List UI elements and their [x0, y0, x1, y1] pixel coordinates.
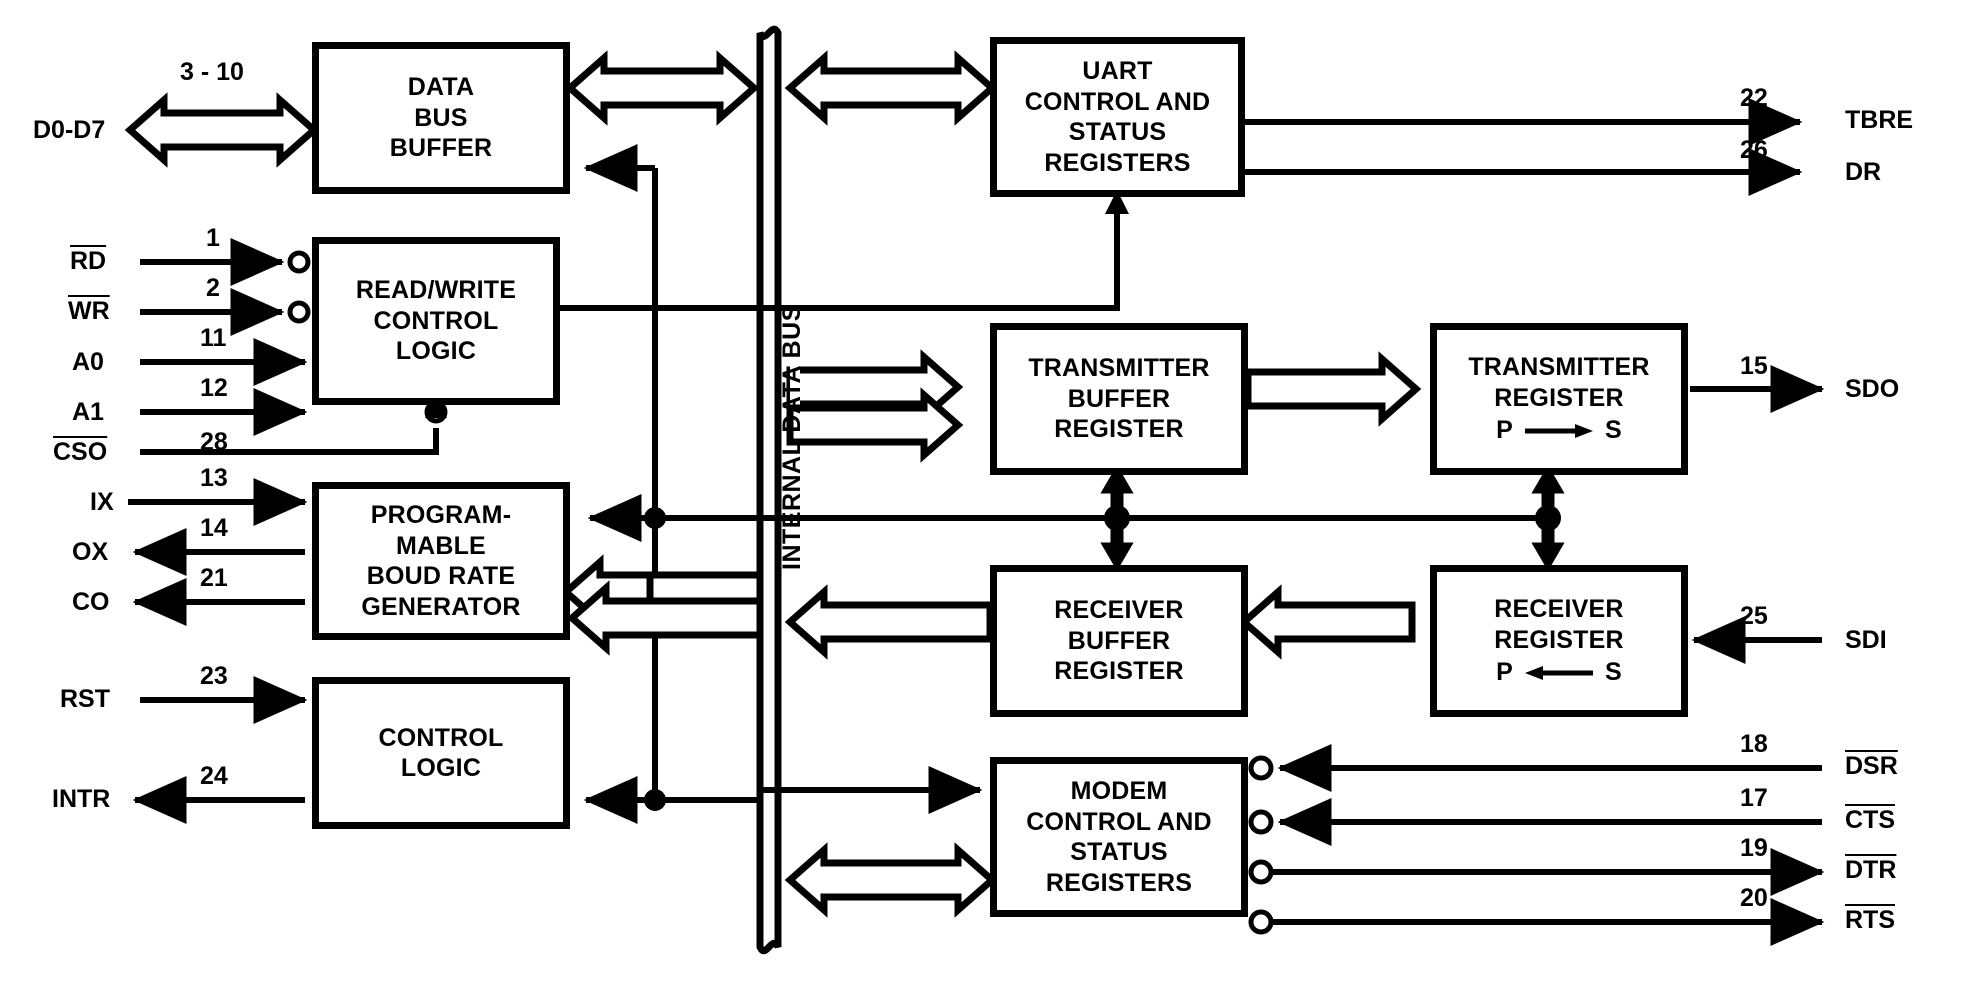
block-line: LOGIC: [395, 337, 477, 366]
pin-label-cts: $\overline{CTS}$: [1845, 806, 1895, 834]
block-line: MABLE: [396, 531, 486, 560]
block-line: DATA: [407, 73, 475, 102]
serial-to-parallel-indicator: [1496, 657, 1622, 688]
block-line: BUS: [414, 103, 468, 132]
ps-label-p: P: [1496, 416, 1513, 445]
ps-label-s: S: [1605, 658, 1622, 687]
pin-label-co: CO: [72, 588, 110, 616]
wire-cso-input: [140, 398, 447, 452]
block-line: CONTROL AND: [1026, 807, 1212, 836]
pin-number-co: 21: [200, 564, 228, 592]
pin-number-ox: 14: [200, 514, 228, 542]
pin-number-d0-d7: 3 - 10: [180, 58, 244, 86]
pin-label-rd: $\overline{RD}$: [70, 247, 107, 275]
block-uart-control-and-status-registers: [990, 37, 1245, 197]
block-line: REGISTER: [1494, 383, 1624, 412]
wire-internalbus-to-uartregs: [790, 58, 992, 118]
wire-rts-output: [1251, 912, 1822, 932]
block-line: BOUD RATE: [366, 562, 516, 590]
pin-number-rst: 23: [200, 662, 228, 690]
pin-label-ix: IX: [90, 488, 114, 516]
arrow-left-icon: [1523, 665, 1595, 681]
block-receiver-register: [1430, 565, 1688, 717]
pin-label-a0: A0: [72, 348, 104, 376]
pin-label-wr: $\overline{WR}$: [68, 297, 110, 325]
pin-number-rd: 1: [206, 224, 220, 252]
block-line: GENERATOR: [361, 592, 521, 621]
internal-data-bus-label: INTERNAL DATA BUS: [778, 304, 806, 570]
block-receiver-buffer-register: [990, 565, 1248, 717]
block-line: READ/WRITE: [355, 276, 517, 305]
arrow-right-icon: [1523, 423, 1595, 439]
pin-number-intr: 24: [200, 762, 228, 790]
wire-rd-input: [140, 253, 308, 271]
pin-number-sdo: 15: [1740, 352, 1768, 380]
pin-label-rts: $\overline{RTS}$: [1845, 906, 1895, 934]
pin-number-dtr: 19: [1740, 834, 1768, 862]
block-line: UART: [1082, 57, 1153, 85]
block-control-logic: [312, 677, 570, 829]
block-line: REGISTERS: [1045, 868, 1193, 897]
block-programmable-boud-rate-generator: [312, 482, 570, 640]
pin-number-a0: 11: [200, 324, 227, 352]
pin-number-wr: 2: [206, 274, 220, 302]
block-line: LOGIC: [400, 754, 482, 782]
wire-databusbuffer-to-internalbus: [570, 58, 754, 118]
block-line: CONTROL: [378, 723, 504, 752]
pin-number-cts: 17: [1740, 784, 1768, 812]
wire-txbuffer-to-txregister: [1248, 359, 1416, 419]
block-line: BUFFER: [1067, 384, 1171, 413]
block-line: REGISTER: [1494, 625, 1624, 654]
wire-bus-to-baudrate-line: [590, 505, 1561, 531]
pin-label-ox: OX: [72, 538, 109, 566]
block-line: MODEM: [1070, 777, 1168, 805]
ps-label-p: P: [1496, 658, 1513, 687]
pin-number-sdi: 25: [1740, 602, 1768, 630]
block-line: TRANSMITTER: [1468, 353, 1650, 382]
pin-label-sdi: SDI: [1845, 626, 1887, 654]
block-line: PROGRAM-: [370, 501, 512, 529]
block-line: TRANSMITTER: [1028, 354, 1210, 383]
block-line: BUFFER: [1067, 626, 1171, 655]
wire-rwlogic-to-uartregs: [560, 190, 1129, 308]
wire-rxregister-to-rxbuffer: [1244, 592, 1412, 652]
pin-label-d0-d7: D0-D7: [33, 116, 106, 144]
pin-number-ix: 13: [200, 464, 228, 492]
ps-label-s: S: [1605, 416, 1622, 445]
pin-number-dr: 26: [1740, 136, 1768, 164]
wire-feedback-to-databusbuffer: [586, 168, 666, 811]
wire-internalbus-modemregs-bidirectional: [790, 850, 992, 910]
pin-number-cso: 28: [200, 428, 228, 456]
wire-cts-input: [1251, 812, 1822, 832]
block-read-write-control-logic: [312, 237, 560, 405]
pin-label-dr: DR: [1845, 158, 1882, 186]
block-line: RECEIVER: [1054, 596, 1184, 625]
block-transmitter-register: [1430, 323, 1688, 475]
pin-label-dsr: $\overline{DSR}$: [1845, 752, 1898, 780]
block-line: CONTROL AND: [1024, 87, 1211, 116]
wire-rxbuffer-to-internalbus: [790, 592, 990, 652]
pin-label-sdo: SDO: [1845, 375, 1900, 403]
block-modem-control-and-status-registers: [990, 757, 1248, 917]
wire-d0d7-to-databusbuffer: [130, 100, 314, 160]
block-line: RECEIVER: [1494, 595, 1624, 624]
block-line: CONTROL: [373, 306, 499, 335]
block-line: BUFFER: [389, 134, 493, 163]
pin-number-rts: 20: [1740, 884, 1768, 912]
wire-dsr-input: [1251, 758, 1822, 778]
parallel-to-serial-indicator: [1496, 415, 1622, 446]
block-line: REGISTER: [1054, 657, 1184, 686]
pin-label-a1: A1: [72, 398, 104, 426]
pin-label-dtr: $\overline{DTR}$: [1845, 856, 1897, 884]
pin-label-cso: $\overline{CSO}$: [53, 438, 108, 466]
pin-number-a1: 12: [200, 374, 228, 402]
pin-number-tbre: 22: [1740, 84, 1768, 112]
block-data-bus-buffer: [312, 42, 570, 194]
pin-label-rst: RST: [60, 685, 110, 713]
wire-dtr-output: [1251, 862, 1822, 882]
block-line: REGISTERS: [1044, 148, 1191, 177]
block-line: STATUS: [1070, 838, 1168, 866]
wire-wr-input: [140, 303, 308, 321]
pin-label-intr: INTR: [52, 785, 111, 813]
internal-data-bus: [760, 29, 778, 951]
block-transmitter-buffer-register: [990, 323, 1248, 475]
pin-number-dsr: 18: [1740, 730, 1768, 758]
block-line: STATUS: [1068, 118, 1167, 146]
pin-label-tbre: TBRE: [1845, 106, 1914, 134]
block-line: REGISTER: [1054, 415, 1184, 444]
